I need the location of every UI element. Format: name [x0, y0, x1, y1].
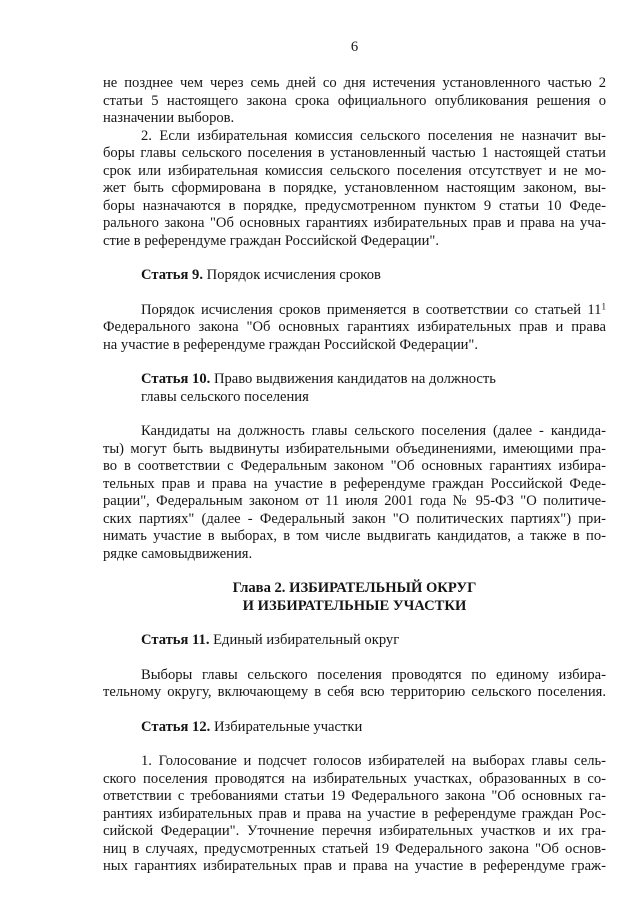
paragraph	[103, 667, 606, 702]
article-heading	[103, 267, 606, 285]
article-heading-line	[103, 371, 606, 389]
paragraph-line: боры главы сельского поселения в установленный частью 1 настоящей статьи	[103, 145, 606, 161]
paragraph-line: во в соответствии с Федеральным законом "Об основных гарантиях избира-	[103, 458, 606, 474]
paragraph-line: не позднее чем через семь дней со дня истечения установленного частью 2	[103, 75, 606, 91]
chapter-heading	[103, 580, 606, 615]
paragraph-line	[103, 302, 606, 320]
paragraph-line: рации", Федеральным законом от 11 июля 2001 года № 95-ФЗ "О политиче-	[103, 493, 606, 509]
paragraph	[103, 128, 606, 251]
paragraph-line: на участие в референдуме граждан Российской Федерации".	[103, 336, 479, 353]
article-heading	[103, 632, 606, 650]
article-title: Единый избирательный округ	[213, 632, 400, 648]
paragraph-line: нимать участие в выборах, в том числе выдвигать кандидатов, а также в по-	[103, 528, 606, 544]
article-heading-line	[103, 632, 606, 650]
paragraph	[103, 302, 606, 355]
article-heading-line	[103, 719, 606, 737]
document-body	[103, 75, 606, 876]
article-title: Порядок исчисления сроков	[206, 267, 381, 283]
paragraph-line: 2. Если избирательная комиссия сельского поселения не назначит вы-	[141, 127, 606, 144]
paragraph-line: ответствии с требованиями статьи 19 Федерального закона "Об основных га-	[103, 788, 606, 804]
paragraph-line: тельному округу, включающему в себя всю территорию сельского поселения.	[103, 684, 606, 700]
paragraph-line: стие в референдуме граждан Российской Федерации".	[103, 232, 439, 249]
paragraph	[103, 753, 606, 876]
paragraph-line: срок или избирательная комиссия сельского поселения отсутствует и не мо-	[103, 162, 606, 179]
article-title: Избирательные участки	[213, 718, 363, 735]
page-number: 6	[350, 39, 359, 55]
paragraph-line: статьи 5 настоящего закона срока официального опубликования решения о	[103, 92, 606, 109]
paragraph-line: рального закона "Об основных гарантиях избирательных прав и права на уча-	[103, 215, 606, 231]
chapter-heading-line: Глава 2. ИЗБИРАТЕЛЬНЫЙ ОКРУГ	[232, 580, 477, 596]
paragraph-line: 1. Голосование и подсчет голосов избирателей на выборах главы сель-	[141, 753, 606, 769]
paragraph-line: назначении выборов.	[103, 110, 235, 126]
article-number: Статья 11.	[141, 632, 210, 648]
article-heading-line	[103, 267, 606, 285]
article-number: Статья 12.	[141, 718, 211, 735]
paragraph-line: ских партиях" (далее - Федеральный закон "О политических партиях") при-	[103, 510, 606, 527]
paragraph-line: рядке самовыдвижения.	[103, 545, 253, 562]
article-number: Статья 9.	[141, 267, 203, 283]
paragraph-line: Выборы главы сельского поселения проводятся по единому избира-	[141, 666, 606, 683]
paragraph-line: рантиях избирательных прав и права на участие в референдуме граждан Рос-	[103, 805, 606, 822]
paragraph-line: ниц в случаях, предусмотренных статьей 19 Федерального закона "Об основ-	[103, 840, 606, 857]
paragraph-line: жет быть сформирована в порядке, установленном настоящим законом, вы-	[103, 180, 606, 196]
chapter-heading-line: И ИЗБИРАТЕЛЬНЫЕ УЧАСТКИ	[242, 597, 467, 614]
paragraph	[103, 75, 606, 128]
article-heading	[103, 719, 606, 737]
paragraph-line-text: Порядок исчисления сроков применяется в соответствии со статьей 11	[141, 301, 602, 318]
article-title: главы сельского поселения	[141, 388, 309, 405]
paragraph-line: ных гарантиях избирательных прав и права на участие в референдуме граж-	[103, 858, 606, 874]
superscript: 1	[601, 300, 606, 311]
paragraph-line: тельных прав и права на участие в референдуме граждан Российской Феде-	[103, 475, 606, 492]
paragraph-line: сийской Федерации". Уточнение перечня избирательных участков и их гра-	[103, 823, 606, 839]
paragraph-line: ского поселения проводятся на избирательных участках, образованных в со-	[103, 770, 606, 787]
paragraph-line: Кандидаты на должность главы сельского поселения (далее - кандида-	[141, 423, 606, 439]
article-heading-line	[103, 389, 606, 407]
article-heading	[103, 371, 606, 406]
paragraph-line: боры назначаются в порядке, предусмотренном пунктом 9 статьи 10 Феде-	[103, 197, 606, 214]
paragraph	[103, 423, 606, 563]
article-number: Статья 10.	[141, 371, 211, 387]
article-title: Право выдвижения кандидатов на должность	[213, 371, 496, 387]
paragraph-line: Федерального закона "Об основных гарантиях избирательных прав и права	[103, 319, 606, 335]
paragraph-line: ты) могут быть выдвинуты избирательными объединениями, имеющими пра-	[103, 440, 606, 457]
